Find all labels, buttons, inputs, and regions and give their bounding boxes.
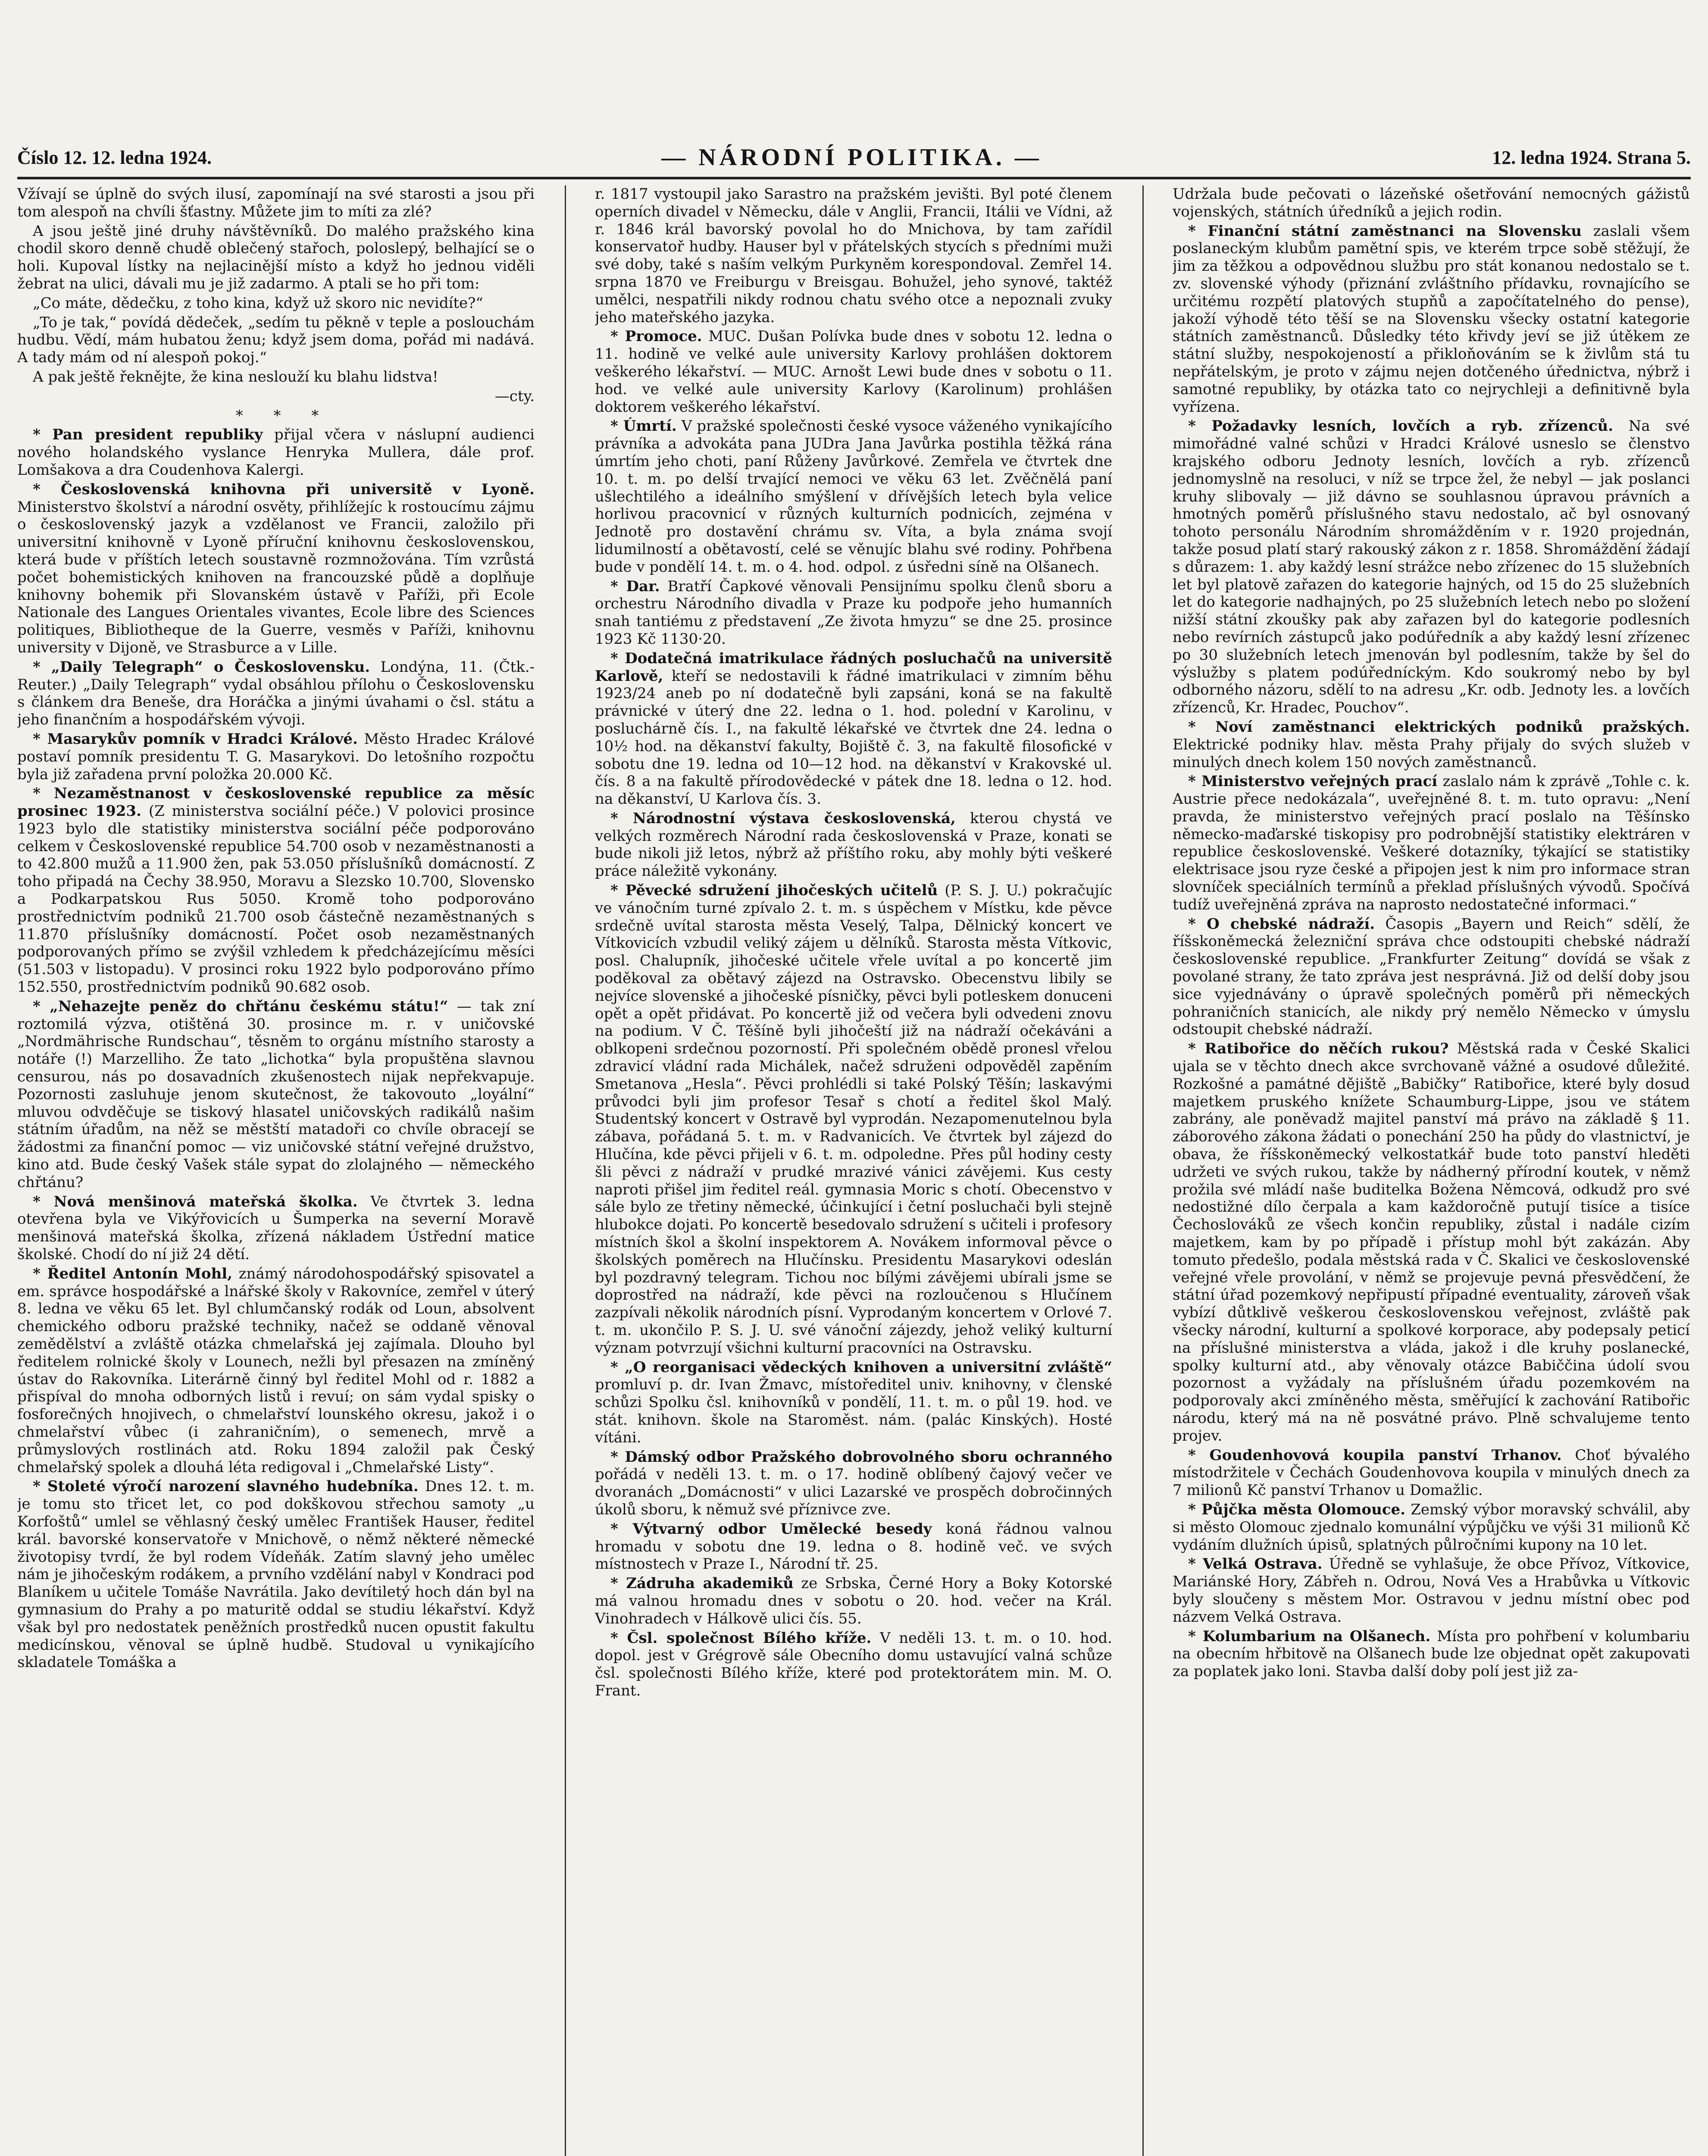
article-headline: * Národnostní výstava československá, [610, 809, 956, 827]
article-paragraph [595, 1575, 1112, 1627]
article-text: — tak zní roztomilá výzva, otištěná 30. prosince m. r. v uničovské „Nordmährische Rundschau“, těsněm to orgánu místního starosty a notáře (!) Marzelliho. Že tato „lichotka“ byla propuštěna slavnou censurou, nás po dosavadních zkušenostech nijak nepřekvapuje. Pozornosti zasluhuje jenom skutečnost, že takovouto „loyální“ mluvou odvděčuje se tiskový hlasatel uničovských radikálů našim státním úřadům, na něž se městští matadoři co chvíle obracejí se žádostmi za finanční pomoc — viz uničovské státní veřejné družstvo, kino atd. Bude český Vašek stále sypat do zlolajného — německého chřtánu? [17, 997, 535, 1191]
article-paragraph [17, 185, 535, 221]
article-paragraph [17, 1265, 535, 1476]
article-text: Vžívají se úplně do svých ilusí, zapomínají na své starosti a jsou při tom alespoň na chvíli šťastny. Můžete jim to míti za zlé? [17, 185, 535, 220]
article-paragraph [595, 650, 1112, 808]
article-paragraph [1173, 915, 1690, 1039]
article-headline: * Úmrtí. [610, 417, 677, 435]
column-divider [1142, 185, 1144, 2156]
article-text: Na své mimořádné valné schůzi v Hradci Králové usneslo se členstvo krajského odboru Jednoty lesních, lovčích a ryb. zřízenců jednomyslně na resoluci, v níž se trpce žel, že nebyl — jak poslanci kruhy slibovaly — již dávno se souhlasnou úpravou právních a hmotných poměrů příslušného stavu nedostalo, ač byl osnovaný tohoto personálu Národním shromážděním v r. 1920 projednán, takže posud platí starý rakouský zákon z r. 1858. Shromáždění žádají s důrazem: 1. aby každý lesní strážce nebo zřízenec do 15 služebních let byl platově zařazen do kategorie hajných, od 15 do 25 služebních let do kategorie nadhajných, po 25 služebních letech nebo po složení nižší státní zkoušky pak aby zařazen byl do kategorie podlesních nebo revírních zástupců jako podúředník a aby každý lesní zřízenec po 30 služebních letech jmenován byl podlesním, takže by šel do výslužby s platem podúředníckým. Kdo soukromý nebo by byl odborného názoru, sdělí to na adresu „Kr. odb. Jednoty les. a lovčích zřízenců, Kr. Hradec, Pouchov“. [1173, 417, 1690, 717]
article-paragraph [595, 578, 1112, 648]
article-paragraph [1173, 222, 1690, 416]
article-headline: * Požadavky lesních, lovčích a ryb. zřízenců. [1188, 417, 1614, 435]
article-paragraph [595, 185, 1112, 326]
article-text: Choť bývalého místodržitele v Čechách Goudenhovova koupila v minulých dnech za 7 milionů Kč panství Trhanov u Domažlic. [1173, 1446, 1690, 1499]
article-paragraph [595, 1520, 1112, 1573]
article-headline: * Nová menšinová mateřská školka. [33, 1193, 358, 1210]
article-paragraph [17, 314, 535, 367]
article-headline: * Velká Ostrava. [1188, 1555, 1323, 1573]
article-text: „To je tak,“ povídá dědeček, „sedím tu pěkně v teple a poslouchám hudbu. Vědí, mám hubatou ženu; když jsem doma, pořád mi nadává. A tady mám od ní alespoň pokoj.“ [17, 313, 535, 367]
article-text: ze Srbska, Černé Hory a Boky Kotorské má valnou hromadu dnes v sobotu o 20. hod. večer na Král. Vinohradech v Hálkově ulici čís. 55. [595, 1575, 1112, 1627]
article-headline: * Zádruha akademiků [610, 1575, 794, 1592]
article-headline: * Dámský odbor Pražského dobrovolného sboru ochranného [610, 1448, 1112, 1466]
article-paragraph [595, 1630, 1112, 1700]
article-paragraph [17, 998, 535, 1191]
article-paragraph [1173, 417, 1690, 717]
article-text: zaslalo nám k zprávě „Tohle c. k. Austrie přece nedokázala“, uveřejněné 8. t. m. tuto opravu: „Není pravda, že ministerstvo veřejných prací poslalo na Těšínsko německo-maďarské tiskopisy pro podrobnější statistiky elektráren v republice československé. Veškeré dotazníky, týkající se statistiky elektrisace jsou ryze české a připojen jest k nim pro informace stran slovníček speciálních termínů a překlad příslušných vývodů. Spočívá tudíž uveřejněná zpráva na naprosto nedostatečné informaci.“ [1173, 773, 1690, 913]
section-separator: * * * [235, 407, 332, 424]
article-text: Město Hradec Králové postaví pomník presidentu T. G. Masarykovi. Do letošního rozpočtu byla již zařadena první položka 20.000 Kč. [17, 730, 535, 783]
article-paragraph [1173, 1447, 1690, 1499]
article-paragraph [17, 426, 535, 479]
article-text: A pak ještě řeknějte, že kina neslouží ku blahu lidstva! [33, 368, 438, 385]
article-text: Úředně se vyhlašuje, že obce Přívoz, Vítkovice, Mariánské Hory, Zábřeh n. Odrou, Nová Ves a Hrabůvka u Vítkovic byly sloučeny s městem Mor. Ostravou v jednu místní obec pod názvem Velká Ostrava. [1173, 1555, 1690, 1626]
article-headline: * Stoleté výročí narození slavného hudebníka. [33, 1478, 419, 1495]
article-text: MUC. Dušan Polívka bude dnes v sobotu 12. ledna o 11. hodině ve velké aule university Karlovy prohlášen doktorem veškerého lékařství. — MUC. Arnošt Lewi bude dnes v sobotu o 11. hod. ve velké aule university Karlovy (Karolinum) prohlášen doktorem veškerého lékařství. [595, 328, 1112, 416]
article-paragraph [1173, 1555, 1690, 1626]
article-paragraph [17, 785, 535, 996]
article-paragraph [1173, 773, 1690, 913]
article-paragraph [1173, 185, 1690, 221]
article-paragraph [595, 810, 1112, 880]
article-text: kteří se nedostavili k řádné imatrikulaci v zimním běhu 1923/24 aneb po ní dodatečně byli zapsáni, koná se na fakultě právnické v úterý dne 22. ledna o 1. hod. polední v Karolinu, v posluchárně čís. I., na fakultě lékařské ve čtvrtek dne 24. ledna o 10½ hod. na děkanství fakulty, Bojiště č. 3, na fakultě filosofické v sobotu dne 19. ledna od 10—12 hod. na děkanství v Krakovské ul. čís. 8 a na fakultě přírodovědecké v pátek dne 18. ledna o 12. hod. na děkanství, U Karlova čís. 3. [595, 667, 1112, 808]
article-paragraph [17, 730, 535, 783]
article-paragraph [17, 295, 535, 312]
article-headline: * O chebské nádraží. [1188, 915, 1375, 933]
article-text: (P. S. J. U.) pokračujíc ve vánočním turné zpívalo 2. t. m. s úspěchem v Místku, kde pěvce srdečně uvítal starosta města Veselý, Talpa, Dělnický koncert ve Vítkovicích vzbudil veliký zájem u dělníků. Starosta města Vítkovic, posl. Chalupník, jihočeské učitele vřele uvítal a po koncertě jim poděkoval za obětavý zájezd na Ostravsko. Obecenstvu libily se nejvíce slovenské a jihočeské písničky, pěvci byli potleskem donuceni opět a opět přidávat. Po koncertě již od večera byli odvedeni znovu na podium. V Č. Těšíně byli jihočeští již na nádraží očekáváni a oblkopeni srdečnou pozorností. Při společném obědě pronesl vřelou zdravicí vládní rada Michálek, načež sdruženi odpověděl zapěním Smetanova „Hesla“. Pěvci prohlédli si také Polský Těšín; laskavými průvodci byli jim profesor Tesař s chotí a ředitel škol Malý. Studentský koncert v Ostravě byl vyprodán. Nezapomenutelnou byla zábava, pořádaná 5. t. m. v Radvanicích. Ve čtvrtek byl zájezd do Hlučína, kde pěvci přijeli v 6. t. m. odpoledne. Přes půl hodiny cesty šli pěvci z nádraží v prudké mrazivé vánici závějemi. Kus cesty naproti přišel jim ředitel reál. gymnasia Moric s chotí. Obecenstvo v sále bylo ze třetiny německé, účinkující i četní posluchači byli stejně hlubokce dojati. Po koncertě besedovalo sdružení s učiteli i profesory místních škol a školní inspektorem A. Novákem informoval pěvce o školských poměrech na Hlučínsku. Presidentu Masarykovi odeslán byl pozdravný telegram. Tichou noc bílými závějemi ubírali jsme se doprostřed na nádraží, kde pěvci na rozloučenou s Hlučínem zazpívali několik národních písní. Vyprodaným koncertem v Orlové 7. t. m. ukončilo P. S. J. U. své vánoční zájezdy, jehož veliký kulturní význam potvrzují všichni kulturní pracovníci na Ostravsku. [595, 882, 1112, 1357]
article-signature: —cty. [494, 387, 535, 405]
article-text: Místa pro pohřbení v kolumbariu na obecním hřbitově na Olšanech bude lze objednat opět zakupovati za poplatek jako loni. Stavba další doby polí jest již za- [1173, 1627, 1690, 1680]
article-headline: * Finanční státní zaměstnanci na Slovensku [1188, 222, 1582, 240]
article-paragraph [595, 417, 1112, 576]
article-text: (Z ministerstva sociální péče.) V polovici prosince 1923 bylo dle statistiky ministerstva sociální péče podporováno celkem v Československé republice 54.700 osob v nezaměstnanosti a to 42.800 mužů a 11.900 žen, pak 53.050 příslušníků domácností. Z toho připadá na Čechy 38.950, Moravu a Slezsko 10.700, Slovensko a Podkarpatskou Rus 5050. Kromě toho podporováno prostřednictvím podniků 21.700 osob částečně nezaměstnaných s 11.870 příslušníky domácností. Počet osob nezaměstnaných podporovaných přímo se zvýšil vzhledem k předcházejícímu měsíci (51.503 v listopadu). V prosinci roku 1922 bylo podporováno přímo 152.550, prostřednictvím podniků 90.682 osob. [17, 802, 535, 996]
article-paragraph [17, 222, 535, 293]
article-paragraph [17, 481, 535, 657]
article-headline: * Pan president republiky [33, 426, 263, 444]
article-paragraph [1173, 1040, 1690, 1445]
article-paragraph [17, 658, 535, 729]
article-headline: * Ministerstvo veřejných prací [1188, 773, 1438, 790]
article-text: Dnes 12. t. m. je tomu sto třicet let, co pod dokškovou střechou samoty „u Korfoštů“ umlel se věhlasný český umělec František Hauser, ředitel král. bavorské konservatoře v Mnichově, o němž některé německé životopisy tvrdí, že byl rodem Vídeňák. Zatím slavný jeho umělec nám je jihočeským rodákem, a prvního vzdělání nabyl v Kondraci pod Blaníkem u učitele Tomáše Navrátila. Jako devítiletý hoch dán byl na gymnasium do Prahy a po maturitě oddal se studiu lékařství. Když však byl pro nedostatek peněžních prostředků nucen opustit fakultu medicínskou, věnoval se úplně hudbě. Studoval u vynikajícího skladatele Tomáška a [17, 1478, 535, 1671]
article-headline: * Ratibořice do něčích rukou? [1188, 1040, 1449, 1058]
article-headline: * Pěvecké sdružení jihočeských učitelů [610, 882, 938, 899]
article-headline: * Goudenhovová koupila panství Trhanov. [1188, 1446, 1562, 1464]
article-text: Bratří Čapkové věnovali Pensijnímu spolku členů sboru a orchestru Národního divadla v Praze ku podpoře jeho humanních snah tantiému z představení „Ze života hmyzu“ se dne 25. prosince 1923 Kč 1130·20. [595, 577, 1112, 648]
date-page-label: 12. ledna 1924. Strana 5. [1492, 147, 1691, 168]
article-text: Londýna, 11. (Čtk.-Reuter.) „Daily Telegraph“ vydal obsáhlou přílohu o Československu s článkem dra Beneše, dra Horáčka a jinými úvahami o čsl. státu a jeho finančním a hospodářském vývoji. [17, 658, 535, 729]
article-paragraph [595, 1448, 1112, 1519]
article-paragraph [17, 1478, 535, 1671]
article-text: přijal včera v náslupní audienci nového holandského vyslance Henryka Mullera, dále prof. Lomšakova a dra Coudenhova Kalergi. [17, 426, 535, 479]
article-text: známý národohospodářský spisovatel a em. správce hospodářské a lnářské školy v Rakovníce, zemřel v úterý 8. ledna ve věku 65 let. Byl chlumčanský rodák od Loun, absolvent chemického odboru pražské techniky, načež se oddaně věnoval zemědělství a zvláště otázka chmelařská jej zajímala. Dlouho byl ředitelem rolnické školy v Lounech, nežli byl přesazen na zmíněný ústav do Rakovníka. Literárně činný byl ředitel Mohl od r. 1882 a přispíval do mnoha odborných listů i revuí; on sám vydal spisky o fosforečných hnojivech, o chmelařství lounského okresu, jakož i o chmelařství vůbec (i zahraničním), o semenech, mrvě a průmyslových rostlinách atd. Roku 1894 založil pak Český chmelařský spolek a dlouhá léta redigoval i „Chmelařské Listy“. [17, 1265, 535, 1476]
column-3 [1173, 185, 1690, 2156]
article-headline: * Půjčka města Olomouce. [1188, 1501, 1405, 1518]
article-paragraph [595, 1359, 1112, 1447]
column-divider [565, 185, 566, 2156]
article-text: zaslali všem poslaneckým klubům pamětní spis, ve kterém trpce sobě stěžují, že jim za těžkou a odpovědnou službu pro stát konanou nedostalo se t. zv. slovenské výhody (přiznání zvláštního přídavku, rovnajícího se určitému rozpětí platových stupňů a započítatelného do pense), jakoží výhodě této těší se na Slovensku všecky ostatní kategorie státních zaměstnanců. Důsledky této křivdy jeví se již útěkem ze státní služby, nespokojeností a přikloňováním se k živlům stá tu nepřátelským, je proto v zájmu nejen dotčeného úřednictva, nýbrž i samotné republiky, by otázka tato co nejrychleji a definitivně byla vyřízena. [1173, 222, 1690, 416]
article-text: Zemský výbor moravský schválil, aby si město Olomouc zjednalo komunální výpůjčku ve výši 31 milionů Kč vydáním dlužních úpisů, splatných půlročními kupony na 10 let. [1173, 1501, 1690, 1554]
article-text: Udržala bude pečovati o lázeňské ošetřování nemocných gážistů vojenských, státních úředníků a jejich rodin. [1173, 185, 1690, 220]
article-text: koná řádnou valnou hromadu v sobotu dne 19. ledna o 8. hodině več. ve svých místnostech v Praze I., Národní tř. 25. [595, 1520, 1112, 1573]
article-text: kterou chystá ve velkých rozměrech Národní rada československá v Praze, konati se bude nikoli již letos, nýbrž až příštího roku, aby mohly býti veškeré práce náležitě vykonány. [595, 809, 1112, 880]
article-paragraph [17, 368, 535, 386]
article-headline: * Kolumbarium na Olšanech. [1188, 1627, 1431, 1645]
article-headline: * Dodatečná imatrikulace řádných posluchačů na universitě Karlově, [595, 649, 1112, 685]
article-text: V neděli 13. t. m. o 10. hod. dopol. jest v Grégrově sále Obecního domu ustavující valná schůze čsl. společnosti Bílého kříže, které pod protektorátem min. M. O. Frant. [595, 1629, 1112, 1699]
article-text: pořádá v neděli 13. t. m. o 17. hodině oblíbený čajový večer ve dvoranách „Domácnosti“ v ulici Lazarské ve prospěch dobročinných úkolů sboru, k němuž své příznivce zve. [595, 1466, 1112, 1518]
article-text: Elektrické podniky hlav. města Prahy přijaly do svých služeb v minulých dnech kolem 150 nových zaměstnanců. [1173, 736, 1690, 771]
article-text: Ministerstvo školství a národní osvěty, přihlížejíc k rostoucímu zájmu o československý jazyk a vzdělanost ve Francii, založilo při universitní knihovně v Lyoně příruční knihovnu československou, která bude v příštích letech soustavně rozmnožována. Tím vzrůstá počet bohemistických knihoven na francouzské půdě a doplňuje knihovny bohemik při Slovanském ústavě v Paříži, při Ecole Nationale des Langues Orientales vivantes, Ecole libre des Sciences politiques, Bibliotheque de la Guerre, vesměs v Paříži, knihovnu university v Dijoně, ve Strasburce a v Lille. [17, 498, 535, 656]
newspaper-title: — NÁRODNÍ POLITIKA. — [661, 144, 1042, 171]
article-text: A jsou ještě jiné druhy návštěvníků. Do malého pražského kina chodil skoro denně chudě oblečený stařoch, poloslepý, belhající se o holi. Kupoval lístky na nejlacinější místo a když ho jednou viděli žebrat na ulici, dávali mu je již zadarmo. A ptali se ho při tom: [17, 222, 535, 292]
article-headline: * Noví zaměstnanci elektrických podniků pražských. [1188, 718, 1690, 736]
article-paragraph [17, 1193, 535, 1263]
article-headline: * „Nehazejte peněz do chřtánu českému státu!“ [33, 997, 448, 1015]
article-headline: * Československá knihovna při universitě v Lyoně. [33, 480, 535, 498]
article-text: V pražské společnosti české vysoce váženého vynikajícího právníka a advokáta pana JUDra Jana Javůrka postihla těžká rána úmrtím jeho choti, paní Růženy Javůrkové. Zemřela ve čtvrtek dne 10. t. m. po delší trvající nemoci ve věku 63 let. Zvěčnělá paní ušlechtilého a ideálního smýšlení v dřívějších letech byla velice horlivou pracovnicí v různých kulturních podnicích, zejména v Jednotě pro dostavění chrámu sv. Víta, a byla známa svojí lidumilností a obětavostí, celé se věnujíc blahu své rodiny. Pohřbena bude v pondělí 14. t. m. o 4. hod. odpol. z úsředni síně na Olšanech. [595, 417, 1112, 576]
issue-label: Číslo 12. 12. ledna 1924. [17, 147, 212, 168]
article-headline: * Dar. [610, 577, 660, 595]
article-headline: * Promoce. [610, 328, 702, 345]
article-headline: * „Daily Telegraph“ o Československu. [33, 658, 370, 676]
article-text: Časopis „Bayern und Reich“ sdělí, že říšskoněmecká železniční správa chce odstoupiti chebské nádraží československé republice. „Frankfurter Zeitung“ dovídá se však z povolané strany, že tato zpráva jest nesprávná. Již od delší doby jsou sice vyjednávány o úpravě společných poměrů při německých pohraničních stanicích, ale nikdy prý nemělo Německo v úmyslu odstoupit chebské nádraží. [1173, 915, 1690, 1038]
article-text: r. 1817 vystoupil jako Sarastro na pražském jevišti. Byl poté členem operních divadel v Německu, dále v Anglii, Francii, Itálii ve Vídni, až r. 1846 král bavorský povolal ho do Mnichova, by tam zařídil konservatoř hudby. Hauser byl v přátelských stycích s předními muži své doby, také s naším velkým Purkyněm korespondoval. Zemřel 14. srpna 1870 ve Freiburgu v Breisgau. Bohužel, jeho synové, taktéž umělci, nespatřili nikdy rodnou chatu svého otce a nepoznali zvuky jeho mateřského jazyka. [595, 185, 1112, 326]
column-1 [17, 185, 535, 2156]
article-text: promluví p. dr. Ivan Žmavc, místoředitel univ. knihovny, v členské schůzi Spolku čsl. knihovníků v pondělí, 11. t. m. o půl 19. hod. ve stát. knihovn. škole na Staroměst. nám. (palác Kinských). Hosté vítáni. [595, 1376, 1112, 1446]
article-headline: * Nezaměstnanost v československé republice za měsíc prosinec 1923. [17, 785, 535, 820]
article-paragraph [595, 328, 1112, 416]
article-text: Městská rada v České Skalici ujala se v těchto dnech akce svrchovaně vážné a osudové důležité. Rozkošné a památné dějiště „Babičky“ Ratibořice, které byly dosud majetkem pruského knížete Schaumburg-Lippe, jsou ve státem zabrány, ale poněvadž majitel panství má právo na základě § 11. záborového zákona žádati o ponechání 250 ha půdy do vlastnictví, je obava, že říšskoněmecký velkostatkář bude toto panství hleděti udržeti ve svých rukou, takže by nádherný přírodní koutek, v němž prožila své mládí naše buditelka Božena Němcová, odkudž pro své nedostižné dílo čerpala a kam každoročně putují tisíce a tisíce Čechoslováků ze všech končin republiky, zůstal i nadále cizím majetkem, kam by po případě i přístup mohl být zakázán. Aby tomuto předešlo, podala městská rada v Č. Skalici ve československé veřejné vřele provolání, v němž se projevuje pevná přesvědčení, že státní úřad pozemkový nepřipustí případné eventuality, zároveň však vybízí důtklivě veškerou československou veřejnost, zvláště pak všecky národní, kulturní a spolkové korporace, aby podepsaly peticí na příslušné ministerstva a vláda, jakož i dle kruhy poslanecké, spolky kulturní atd., aby věnovaly otázce Babiččina údolí svou pozornost a vyžádaly na příslušném úřadu pozemkovém na podporovaly akci zmíněného města, směřující k zachování Ratibořic národu, který má na ně posvátné právo. Plně schvalujeme tento projev. [1173, 1040, 1690, 1445]
article-headline: * Masarykův pomník v Hradci Králové. [33, 730, 358, 748]
column-2 [595, 185, 1112, 2156]
article-text: „Co máte, dědečku, z toho kina, když už skoro nic nevidíte?“ [33, 294, 483, 312]
article-paragraph [1173, 718, 1690, 771]
article-headline: * Čsl. společnost Bílého kříže. [610, 1629, 872, 1647]
article-headline: * „O reorganisaci vědeckých knihoven a universitní zvláště“ [610, 1358, 1112, 1376]
article-paragraph [595, 882, 1112, 1357]
article-paragraph [1173, 1628, 1690, 1680]
article-headline: * Výtvarný odbor Umělecké besedy [610, 1520, 932, 1538]
article-headline: * Ředitel Antonín Mohl, [33, 1265, 233, 1282]
article-paragraph [1173, 1501, 1690, 1554]
article-text: Ve čtvrtek 3. ledna otevřena byla ve Vikýřovicích u Šumperka na severní Moravě menšinová mateřská školka, zřízená nákladem Ústřední matice školské. Chodí do ní již 24 dětí. [17, 1193, 535, 1263]
masthead [17, 138, 1691, 179]
